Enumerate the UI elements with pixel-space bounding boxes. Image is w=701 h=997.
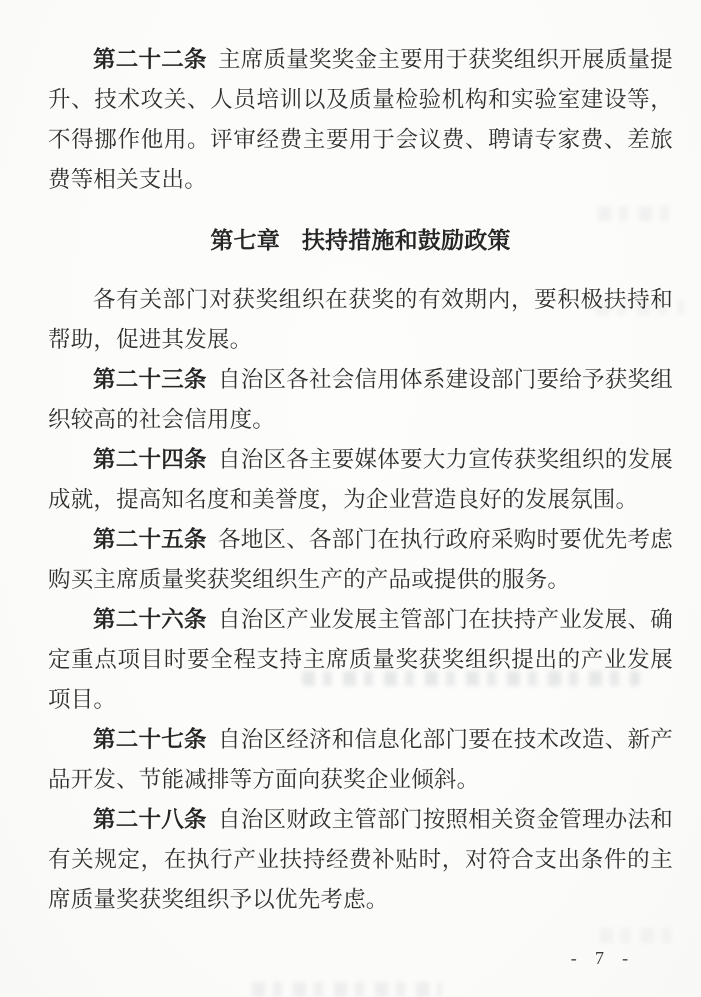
paragraph-text: 各有关部门对获奖组织在获奖的有效期内，要积极扶持和帮助，促进其发展。 — [48, 287, 673, 352]
scan-artifact — [600, 928, 672, 943]
chapter-number: 第七章 — [210, 227, 280, 253]
article-number-label: 第二十六条 — [93, 607, 207, 632]
article-paragraph — [48, 800, 673, 920]
document-body — [48, 40, 673, 920]
paragraph-text: 主席质量奖奖金主要用于获奖组织开展质量提升、技术攻关、人员培训以及质量检验机构和实验室建设等，不得挪作他用。评审经费主要用于会议费、聘请专家费、差旅费等相关支出。 — [48, 47, 673, 192]
article-number-label: 第二十四条 — [93, 447, 207, 472]
article-paragraph — [48, 520, 673, 600]
article-paragraph — [48, 600, 673, 720]
article-number-label: 第二十二条 — [93, 47, 207, 72]
paragraph-text: 自治区各主要媒体要大力宣传获奖组织的发展成就，提高知名度和美誉度，为企业营造良好的发展氛围。 — [48, 447, 673, 512]
paragraph-text: 自治区财政主管部门按照相关资金管理办法和有关规定，在执行产业扶持经费补贴时，对符合支出条件的主席质量奖获奖组织予以优先考虑。 — [48, 807, 673, 912]
scan-artifact — [598, 206, 680, 221]
article-paragraph — [48, 360, 673, 440]
article-paragraph — [48, 40, 673, 200]
article-number-label: 第二十八条 — [93, 807, 207, 832]
paragraph-text: 自治区各社会信用体系建设部门要给予获奖组织较高的社会信用度。 — [48, 367, 673, 432]
article-number-label: 第二十七条 — [93, 727, 207, 752]
chapter-title: 扶持措施和鼓励政策 — [301, 227, 511, 253]
article-number-label: 第二十五条 — [93, 527, 207, 552]
paragraph — [48, 280, 673, 360]
article-number-label: 第二十三条 — [93, 367, 207, 392]
article-paragraph — [48, 440, 673, 520]
paragraph-text: 自治区产业发展主管部门在扶持产业发展、确定重点项目时要全程支持主席质量奖获奖组织提出的产业发展项目。 — [48, 607, 673, 712]
scan-artifact — [252, 982, 442, 997]
scan-artifact — [596, 300, 684, 315]
scan-artifact — [302, 671, 640, 686]
page-number: - 7 - — [570, 948, 635, 968]
article-paragraph — [48, 720, 673, 800]
paragraph-text: 自治区经济和信息化部门要在技术改造、新产品开发、节能减排等方面向获奖企业倾斜。 — [48, 727, 673, 792]
chapter-heading — [48, 220, 673, 260]
paragraph-text: 各地区、各部门在执行政府采购时要优先考虑购买主席质量奖获奖组织生产的产品或提供的服务。 — [48, 527, 673, 592]
